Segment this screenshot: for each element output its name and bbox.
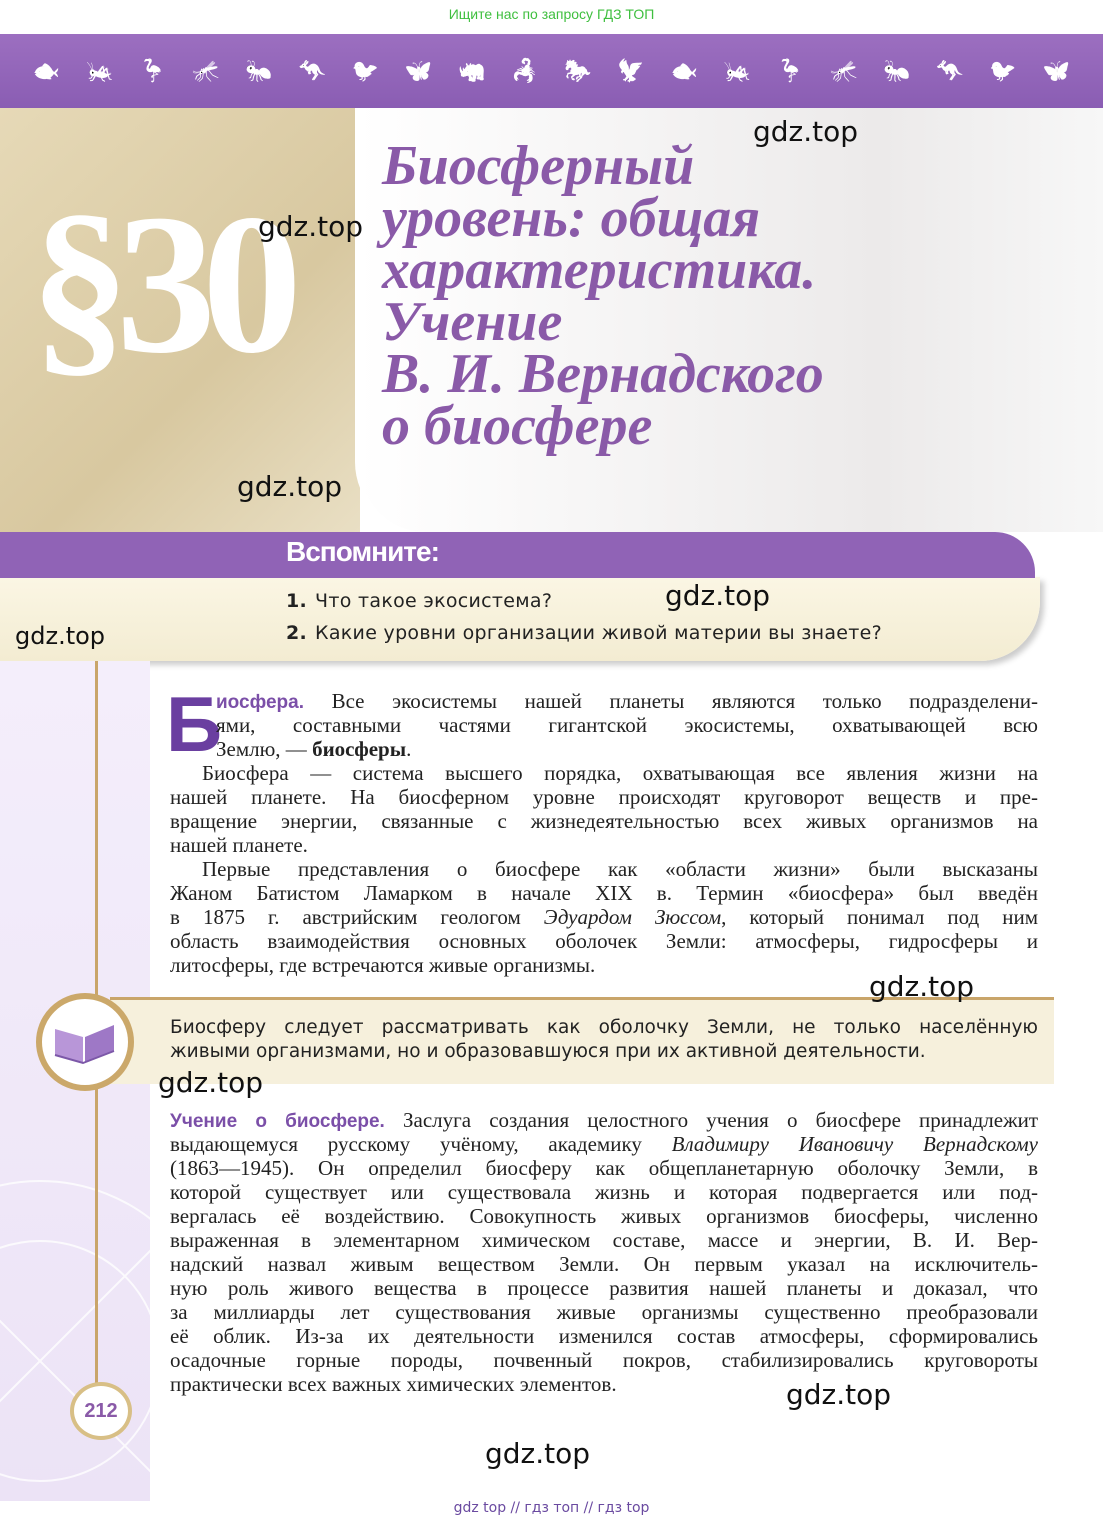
text-run: надский назвал живым веществом Земли. Он первым указал на исключитель- <box>170 1252 1038 1276</box>
text-run: биосферы <box>312 737 407 761</box>
question-text: Какие уровни организации живой материи вы знаете? <box>315 622 883 644</box>
watermark: gdz.top <box>869 970 975 1003</box>
text-run: Первые представления о биосфере как «области жизни» были высказаны <box>202 857 1038 881</box>
text-run: в 1875 г. австрийским геологом <box>170 905 544 929</box>
book-badge <box>36 993 134 1091</box>
note-line: Биосферу следует рассматривать как оболочку Земли, не только населённую <box>170 1017 1038 1038</box>
question-number: 1. <box>286 590 308 612</box>
paragraph-biosphere <box>170 689 1038 977</box>
top-note: Ищите нас по запросу ГДЗ ТОП <box>448 6 655 22</box>
watermark: gdz.top <box>665 579 771 612</box>
page-number: 212 <box>70 1382 132 1440</box>
watermark: gdz.top <box>158 1066 264 1099</box>
text-line <box>170 1132 1038 1156</box>
animal-icon: 🐜 <box>883 58 911 83</box>
text-run: нашей планете. На биосферном уровне происходят круговорот веществ и пре- <box>170 785 1038 809</box>
animal-icon: 🐟 <box>32 58 61 83</box>
text-run: Все экосистемы нашей планеты являются только подразделени- <box>304 689 1038 713</box>
animal-icon: 🦗 <box>723 58 752 83</box>
title-line: Биосферный <box>382 135 695 197</box>
text-line <box>170 713 1038 737</box>
title-line: характеристика. <box>382 239 817 301</box>
paragraph-doctrine <box>170 1108 1038 1396</box>
animal-icon: 🐦 <box>989 58 1017 83</box>
text-line <box>170 1252 1038 1276</box>
watermark: gdz.top <box>485 1437 591 1470</box>
run-in-heading: иосфера. <box>216 692 304 713</box>
animal-icon: 🐜 <box>245 58 273 83</box>
text-line <box>170 1204 1038 1228</box>
text-line <box>170 1276 1038 1300</box>
section-title <box>382 135 1082 457</box>
text-run: осадочные горные породы, почвенный покров, стабилизировались круговороты <box>170 1348 1038 1372</box>
animal-icon: 🦟 <box>192 58 220 83</box>
text-line <box>170 1348 1038 1372</box>
text-line <box>170 809 1038 833</box>
question-text: Что такое экосистема? <box>315 590 553 612</box>
key-note <box>170 1015 1038 1065</box>
text-run: Эдуардом Зюссом <box>543 905 722 929</box>
text-run: Жаном Батистом Ламарком в начале XIX в. Термин «биосфера» был введён <box>170 881 1038 905</box>
animal-icon: 🐟 <box>670 58 698 83</box>
watermark: gdz.top <box>15 622 106 650</box>
title-line: Учение <box>382 291 563 353</box>
text-run: нашей планете. <box>170 833 308 857</box>
text-run: . <box>406 737 412 761</box>
animal-icon: 🦂 <box>511 58 539 83</box>
text-line <box>170 1108 1038 1132</box>
animal-icon: 🦩 <box>776 58 805 83</box>
text-run: Владимиру Ивановичу Вернадскому <box>671 1132 1038 1156</box>
text-line <box>170 833 1038 857</box>
text-line <box>170 881 1038 905</box>
watermark: gdz.top <box>753 115 859 148</box>
text-run: выдающемуся русскому учёному, академику <box>170 1132 672 1156</box>
text-run: её облик. Из-за их деятельности изменился состав атмосферы, сформировались <box>170 1324 1038 1348</box>
watermark: gdz.top <box>258 210 364 243</box>
text-line <box>170 1156 1038 1180</box>
animal-icon: 🦘 <box>298 58 326 83</box>
animal-icon: 🦋 <box>404 58 433 83</box>
text-run: Землю, — <box>216 737 313 761</box>
text-run: практически всех важных химических элементов. <box>170 1372 617 1396</box>
text-line <box>170 1372 1038 1396</box>
text-line <box>170 689 1038 713</box>
open-book-icon <box>50 1017 120 1067</box>
text-run: , который понимал под ним <box>721 905 1038 929</box>
footer: gdz top // гдз топ // гдз top <box>453 1500 650 1516</box>
recall-label: Вспомните: <box>286 536 439 567</box>
text-run: ную роль живого вещества в процессе развития нашей планеты и доказал, что <box>170 1276 1038 1300</box>
text-run: Биосфера — система высшего порядка, охватывающая все явления жизни на <box>202 761 1038 785</box>
note-line: живыми организмами, но и образовавшуюся при их активной деятельности. <box>170 1041 926 1062</box>
title-line: о биосфере <box>382 395 653 457</box>
text-line <box>170 785 1038 809</box>
animal-icon: 🦟 <box>829 58 858 83</box>
drop-cap: Б <box>166 680 223 768</box>
recall-bar <box>0 532 1035 578</box>
watermark: gdz.top <box>237 470 343 503</box>
text-line <box>170 761 1038 785</box>
text-run: область взаимодействия основных оболочек Земли: атмосферы, гидросферы и <box>170 929 1038 953</box>
animal-icon: 🦘 <box>936 58 964 83</box>
margin-rule <box>95 1080 98 1430</box>
text-run: за миллиарды лет существования живые организмы существенно преобразовали <box>170 1300 1038 1324</box>
title-line: уровень: общая <box>382 187 761 249</box>
text-run: вергалась её воздействию. Совокупность живых организмов биосферы, численно <box>170 1204 1038 1228</box>
animal-icon: 🦅 <box>617 58 645 83</box>
question-number: 2. <box>286 622 308 644</box>
text-run: литосферы, где встречаются живые организмы. <box>170 953 596 977</box>
title-line: В. И. Вернадского <box>382 343 824 405</box>
text-run: вращение энергии, связанные с жизнедеятельностью всех живых организмов на <box>170 809 1038 833</box>
text-line <box>170 857 1038 881</box>
recall-question <box>286 590 552 612</box>
text-line <box>170 1228 1038 1252</box>
text-run: (1863—1945). Он определил биосферу как общепланетарную оболочку Земли, в <box>170 1156 1038 1180</box>
section-number: §30 <box>30 174 288 395</box>
text-line <box>170 737 1038 761</box>
text-line <box>170 1180 1038 1204</box>
animal-icon: 🦏 <box>457 58 486 83</box>
animal-icon: 🐎 <box>564 58 592 83</box>
text-line <box>170 1300 1038 1324</box>
recall-question <box>286 622 882 644</box>
animal-icon: 🦋 <box>1042 58 1070 83</box>
text-run: которой существует или существовала жизнь и которая подвергается или под- <box>170 1180 1038 1204</box>
animal-icon: 🐦 <box>351 58 380 83</box>
text-run: Заслуга создания целостного учения о биосфере принадлежит <box>384 1108 1038 1132</box>
text-run: ями, составными частями гигантской экосистемы, охватывающей всю <box>216 713 1038 737</box>
animal-icon: 🦗 <box>86 58 114 83</box>
animal-icon: 🦩 <box>139 58 167 83</box>
watermark: gdz.top <box>786 1378 892 1411</box>
text-line <box>170 905 1038 929</box>
text-line <box>170 1324 1038 1348</box>
margin-rule <box>95 661 98 1001</box>
animal-band <box>0 34 1103 108</box>
text-run: выраженная в элементарном химическом составе, массе и энергии, В. И. Вер- <box>170 1228 1038 1252</box>
run-in-heading: Учение о биосфере. <box>170 1111 385 1132</box>
text-line <box>170 929 1038 953</box>
